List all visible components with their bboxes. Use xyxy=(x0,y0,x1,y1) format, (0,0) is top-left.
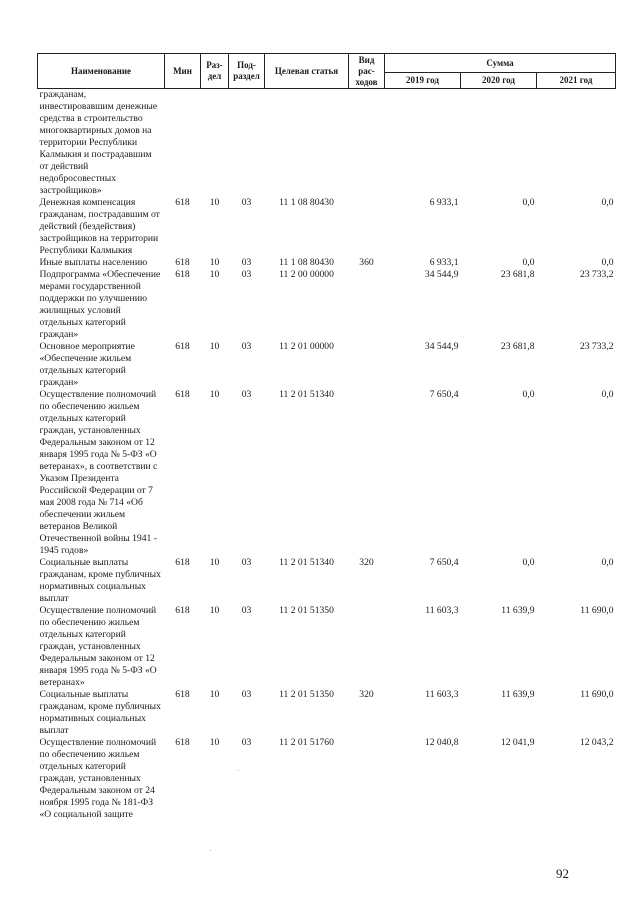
scan-speck xyxy=(210,850,211,851)
row-target: 11 2 01 51760 xyxy=(279,737,334,748)
table-row xyxy=(38,689,616,737)
row-min: 618 xyxy=(175,737,190,748)
row-min: 618 xyxy=(175,689,190,700)
header-2021: 2021 год xyxy=(537,73,616,89)
row-vid xyxy=(349,389,385,557)
header-sum: Сумма xyxy=(385,54,616,73)
row-sum-2021 xyxy=(537,89,616,198)
header-min: Мин xyxy=(165,54,201,89)
row-razdel: 10 xyxy=(209,737,220,748)
row-sum-2021: 0,0 xyxy=(601,257,614,268)
row-podrazdel: 03 xyxy=(241,605,252,616)
row-sum-2019: 12 040,8 xyxy=(424,737,459,748)
header-target: Целевая статья xyxy=(265,54,349,89)
row-name: Осуществление полномочий по обеспечению жильем отдельных категорий граждан, установленных Федеральным законом от 24 ноября 1995 года № 181-ФЗ «О социальной защите xyxy=(39,737,157,820)
row-razdel: 10 xyxy=(209,341,220,352)
table-row xyxy=(38,389,616,557)
row-sum-2021: 23 733,2 xyxy=(579,269,614,280)
row-sum-2020: 0,0 xyxy=(522,557,535,568)
row-min: 618 xyxy=(175,197,190,208)
row-podrazdel: 03 xyxy=(241,689,252,700)
row-sum-2019: 11 603,3 xyxy=(425,605,459,616)
row-sum-2021: 11 690,0 xyxy=(580,689,614,700)
row-name: Осуществление полномочий по обеспечению жильем отдельных категорий граждан, установленных Федеральным законом от 12 января 1995 года № 5-ФЗ «О ветеранах» xyxy=(39,605,157,688)
row-sum-2020: 23 681,8 xyxy=(500,269,535,280)
row-name: Социальные выплаты гражданам, кроме публичных нормативных социальных выплат xyxy=(39,689,161,736)
row-min: 618 xyxy=(175,257,190,268)
row-target: 11 2 01 51340 xyxy=(279,389,334,400)
table-row xyxy=(38,257,616,269)
row-target: 11 2 01 51340 xyxy=(279,557,334,568)
row-podrazdel: 03 xyxy=(241,341,252,352)
row-sum-2021: 11 690,0 xyxy=(580,605,614,616)
row-name: Социальные выплаты гражданам, кроме публичных нормативных социальных выплат xyxy=(39,557,161,604)
row-min: 618 xyxy=(175,269,190,280)
row-sum-2019: 6 933,1 xyxy=(429,257,459,268)
row-target: 11 2 01 51350 xyxy=(279,605,334,616)
row-sum-2021: 0,0 xyxy=(601,197,614,208)
row-sum-2019: 7 650,4 xyxy=(429,557,459,568)
row-sum-2019: 34 544,9 xyxy=(424,341,459,352)
row-sum-2020 xyxy=(461,89,537,198)
row-vid xyxy=(349,269,385,341)
table-body xyxy=(38,89,616,822)
row-sum-2021: 23 733,2 xyxy=(579,341,614,352)
row-sum-2019: 34 544,9 xyxy=(424,269,459,280)
row-sum-2020: 0,0 xyxy=(522,197,535,208)
table-row xyxy=(38,605,616,689)
row-sum-2021: 12 043,2 xyxy=(579,737,614,748)
row-razdel: 10 xyxy=(209,605,220,616)
row-name: Осуществление полномочий по обеспечению жильем отдельных категорий граждан, установленных Федеральным законом от 12 января 1995 года № 5-ФЗ «О ветеранах», в соответствии с Указом Президента Российской Федерации от 7 мая 2008 года № 714 «Об обеспечении жильем ветеранов Великой Отечественной войны 1941 - 1945 годов» xyxy=(39,389,158,556)
row-name: Подпрограмма «Обеспечение мерами государственной поддержки по улучшению жилищных условий отдельных категорий граждан» xyxy=(39,269,161,340)
row-target: 11 1 08 80430 xyxy=(279,257,334,268)
row-razdel: 10 xyxy=(209,269,220,280)
table-row xyxy=(38,557,616,605)
row-razdel: 10 xyxy=(209,197,220,208)
row-name: гражданам, инвестировавшим денежные средства в строительство многоквартирных домов на территории Республики Калмыкия и пострадавшим от действий недобросовестных застройщиков» xyxy=(39,89,158,196)
table-row xyxy=(38,737,616,821)
table-row xyxy=(38,89,616,198)
row-vid xyxy=(349,89,385,198)
scan-speck xyxy=(238,770,239,771)
row-sum-2019: 7 650,4 xyxy=(429,389,459,400)
row-sum-2019: 11 603,3 xyxy=(425,689,459,700)
row-sum-2019 xyxy=(385,89,461,198)
header-2019: 2019 год xyxy=(385,73,461,89)
row-podrazdel: 03 xyxy=(241,557,252,568)
header-name: Наименование xyxy=(38,54,165,89)
row-sum-2020: 0,0 xyxy=(522,389,535,400)
row-min: 618 xyxy=(175,557,190,568)
row-sum-2020: 11 639,9 xyxy=(501,605,535,616)
header-podrazdel: Под-раздел xyxy=(229,54,265,89)
row-razdel: 10 xyxy=(209,389,220,400)
row-razdel: 10 xyxy=(209,257,220,268)
budget-table xyxy=(37,53,616,821)
table-row xyxy=(38,197,616,257)
page-number: 92 xyxy=(556,866,569,881)
row-vid xyxy=(349,605,385,689)
row-sum-2021: 0,0 xyxy=(601,557,614,568)
row-vid: 360 xyxy=(359,257,374,268)
table-row xyxy=(38,341,616,389)
row-sum-2020: 11 639,9 xyxy=(501,689,535,700)
header-vid: Вид рас-ходов xyxy=(349,54,385,89)
row-min: 618 xyxy=(175,389,190,400)
table-row xyxy=(38,269,616,341)
row-razdel xyxy=(201,89,229,198)
row-target: 11 2 00 00000 xyxy=(279,269,334,280)
row-sum-2021: 0,0 xyxy=(601,389,614,400)
row-vid: 320 xyxy=(359,557,374,568)
row-podrazdel: 03 xyxy=(241,737,252,748)
row-name: Иные выплаты населению xyxy=(39,257,148,268)
row-podrazdel xyxy=(229,89,265,198)
row-razdel: 10 xyxy=(209,689,220,700)
row-sum-2020: 23 681,8 xyxy=(500,341,535,352)
row-name: Денежная компенсация гражданам, пострадавшим от действий (бездействия) застройщиков на территории Республики Калмыкия xyxy=(39,197,160,256)
row-min: 618 xyxy=(175,341,190,352)
row-target xyxy=(265,89,349,198)
row-vid: 320 xyxy=(359,689,374,700)
row-target: 11 2 01 00000 xyxy=(279,341,334,352)
row-sum-2020: 0,0 xyxy=(522,257,535,268)
row-min xyxy=(165,89,201,198)
row-sum-2020: 12 041,9 xyxy=(500,737,535,748)
row-target: 11 2 01 51350 xyxy=(279,689,334,700)
row-vid xyxy=(349,737,385,821)
row-podrazdel: 03 xyxy=(241,257,252,268)
row-min: 618 xyxy=(175,605,190,616)
row-podrazdel: 03 xyxy=(241,197,252,208)
row-name: Основное мероприятие «Обеспечение жильем отдельных категорий граждан» xyxy=(39,341,135,388)
row-podrazdel: 03 xyxy=(241,269,252,280)
table-header xyxy=(38,54,616,89)
header-2020: 2020 год xyxy=(461,73,537,89)
row-vid xyxy=(349,197,385,257)
row-razdel: 10 xyxy=(209,557,220,568)
row-podrazdel: 03 xyxy=(241,389,252,400)
row-vid xyxy=(349,341,385,389)
row-target: 11 1 08 80430 xyxy=(279,197,334,208)
row-sum-2019: 6 933,1 xyxy=(429,197,459,208)
header-razdel: Раз-дел xyxy=(201,54,229,89)
